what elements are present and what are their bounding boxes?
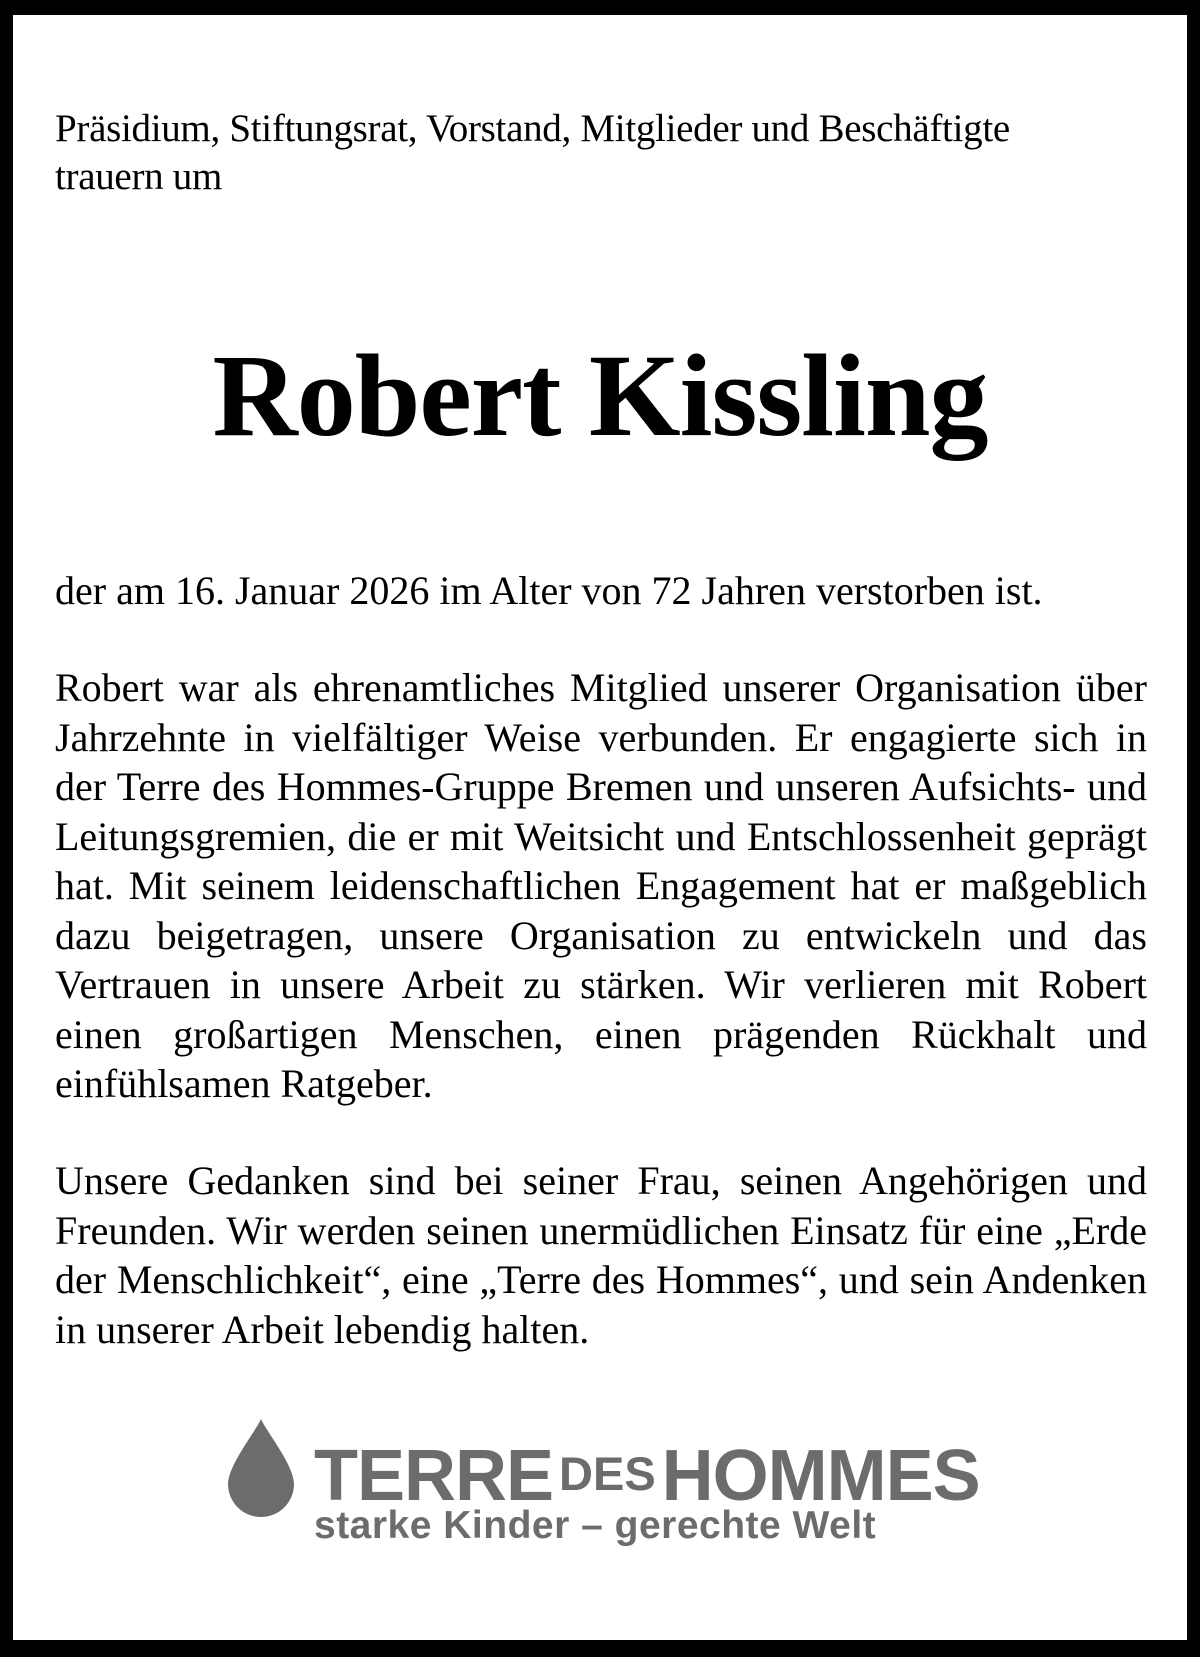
tribute-paragraph: Robert war als ehrenamtliches Mitglied unserer Organisation über Jahrzehnte in vielfältiger Weise verbunden. Er engagierte sich in der Terre des Hommes-Gruppe Bremen und unseren Aufsichts- und Leitungsgremien, die er mit Weitsicht und Entschlossenheit geprägt hat. Mit seinem leidenschaftlichen Engagement hat er maßgeblich dazu beigetragen, unsere Organisation zu entwickeln und das Vertrauen in unsere Arbeit zu stärken. Wir verlieren mit Robert einen großartigen Menschen, einen prägenden Rückhalt und einfühlsamen Ratgeber. <box>55 665 1147 1106</box>
logo-wordmark <box>314 1436 980 1516</box>
logo-text <box>314 1415 980 1547</box>
logo-tagline: starke Kinder – gerechte Welt <box>314 1504 877 1547</box>
obituary-page <box>13 15 1187 1640</box>
logo-word-des: DES <box>559 1447 656 1500</box>
logo-word-terre: TERRE <box>314 1436 554 1516</box>
terre-des-hommes-logo <box>225 1415 980 1547</box>
intro-line-1: Präsidium, Stiftungsrat, Vorstand, Mitglieder und Beschäftigte <box>55 107 1010 150</box>
logo-word-hommes: HOMMES <box>661 1436 980 1516</box>
intro-text <box>55 105 1010 201</box>
death-date-line: der am 16. Januar 2026 im Alter von 72 Jahren verstorben ist. <box>55 568 1043 613</box>
condolence-paragraph: Unsere Gedanken sind bei seiner Frau, seinen Angehörigen und Freunden. Wir werden seinen unermüdlichen Einsatz für eine „Erde der Menschlichkeit“, eine „Terre des Hommes“, und sein Andenken in unserer Arbeit lebendig halten. <box>55 1158 1147 1352</box>
water-drop-icon <box>225 1418 297 1517</box>
deceased-name: Robert Kissling <box>212 330 988 461</box>
intro-line-2: trauern um <box>55 155 223 198</box>
